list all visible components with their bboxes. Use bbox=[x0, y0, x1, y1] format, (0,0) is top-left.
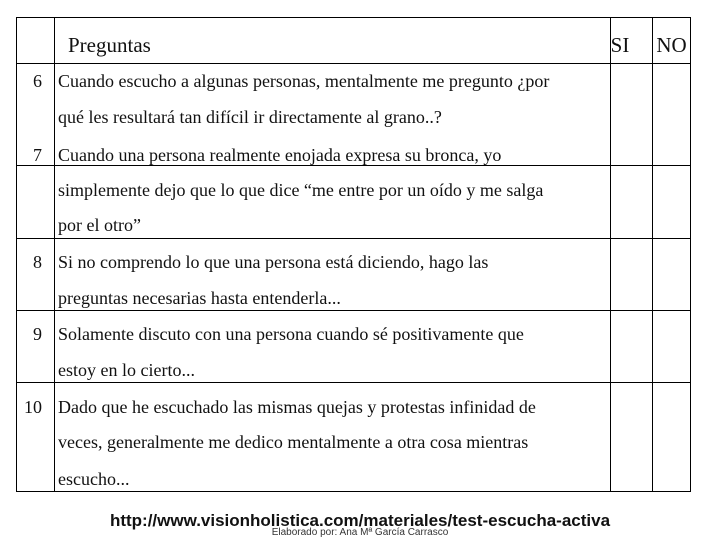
question-text-line: veces, generalmente me dedico mentalmente a otra cosa mientras bbox=[58, 432, 529, 452]
question-text-line: Dado que he escuchado las mismas quejas y protestas infinidad de bbox=[58, 397, 536, 417]
column-divider-si bbox=[610, 17, 611, 492]
question-number: 6 bbox=[33, 71, 42, 91]
source-url: http://www.visionholistica.com/materiales/test-escucha-activa bbox=[109, 511, 611, 530]
column-divider-number bbox=[54, 17, 55, 492]
question-text-line: por el otro” bbox=[58, 215, 141, 235]
question-text-line: qué les resultará tan difícil ir directamente al grano..? bbox=[58, 107, 442, 127]
question-text-line: escucho... bbox=[58, 469, 130, 489]
table-border-top bbox=[16, 17, 691, 18]
question-text-line: Si no comprendo lo que una persona está diciendo, hago las bbox=[58, 252, 489, 272]
question-text-line: estoy en lo cierto... bbox=[58, 360, 195, 380]
question-text-line: Cuando escucho a algunas personas, mentalmente me pregunto ¿por bbox=[58, 71, 550, 91]
question-text-line: Cuando una persona realmente enojada expresa su bronca, yo bbox=[58, 145, 502, 165]
question-number: 10 bbox=[24, 397, 42, 417]
questionnaire-table bbox=[16, 17, 691, 492]
header-preguntas: Preguntas bbox=[68, 33, 151, 57]
question-number: 7 bbox=[33, 145, 42, 165]
question-text-line: preguntas necesarias hasta entenderla... bbox=[58, 288, 341, 308]
question-text-line: simplemente dejo que lo que dice “me entre por un oído y me salga bbox=[58, 180, 544, 200]
column-divider-no bbox=[652, 17, 653, 492]
question-number: 8 bbox=[33, 252, 42, 272]
question-number: 9 bbox=[33, 324, 42, 344]
question-text-line: Solamente discuto con una persona cuando sé positivamente que bbox=[58, 324, 524, 344]
header-si: SI bbox=[610, 33, 630, 57]
author-credit: Elaborado por: Ana Mª García Carrasco bbox=[271, 527, 449, 538]
header-no: NO bbox=[656, 33, 687, 57]
table-border-right bbox=[690, 17, 691, 492]
